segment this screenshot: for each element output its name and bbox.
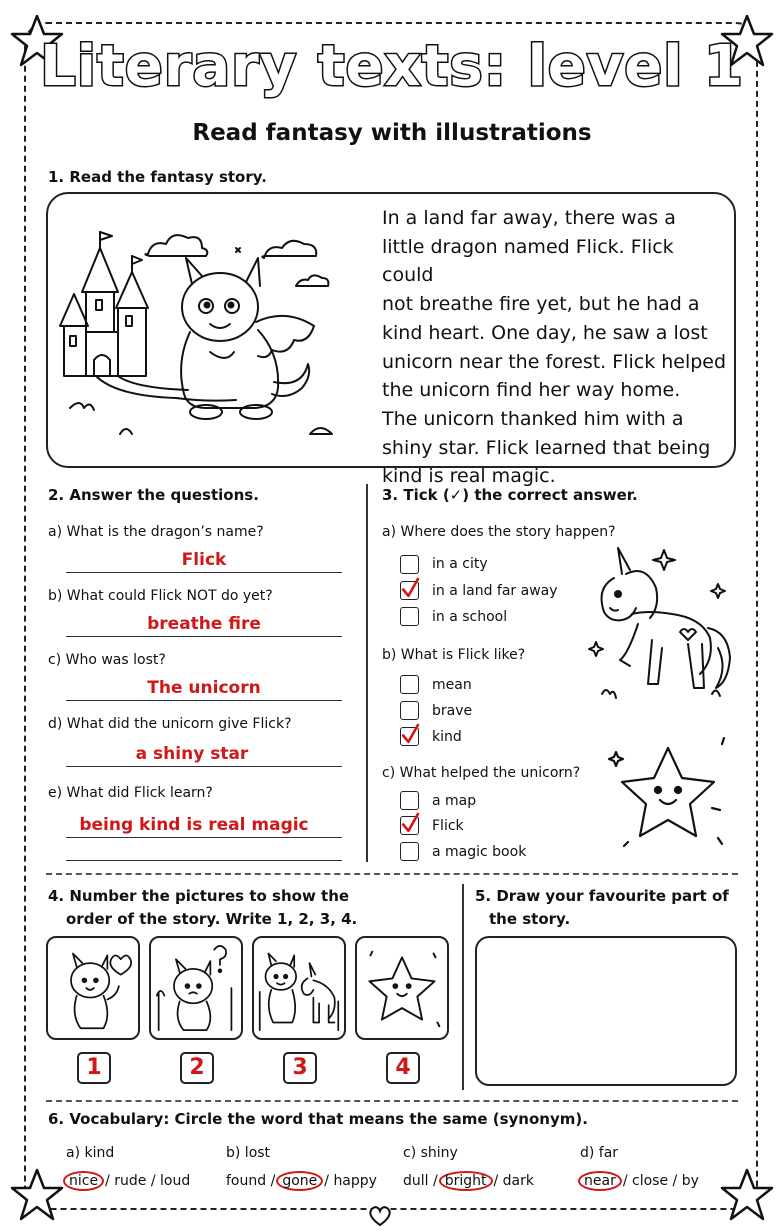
star-icon (10, 1168, 64, 1222)
word-option[interactable]: gone (276, 1171, 323, 1191)
section-divider (46, 873, 738, 875)
smiling-star-illustration (608, 738, 732, 858)
option-label: in a city (432, 556, 488, 572)
option-label: a magic book (432, 844, 527, 860)
checkbox-map[interactable] (400, 791, 419, 810)
story-line: unicorn near the forest. Flick helped (382, 350, 727, 373)
tick-question-a: a) Where does the story happen? (382, 524, 616, 540)
answer-d[interactable]: a shiny star (135, 744, 249, 764)
word-option[interactable]: nice (63, 1171, 104, 1191)
story-picture-2 (149, 936, 243, 1040)
dragon-castle-illustration (60, 212, 350, 448)
word-option[interactable]: by (681, 1173, 699, 1189)
checkbox-city[interactable] (400, 555, 419, 574)
heart-icon (368, 1206, 392, 1226)
column-divider (462, 884, 464, 1090)
tick-question-b: b) What is Flick like? (382, 647, 526, 663)
story-line: the unicorn find her way home. (382, 379, 681, 402)
page-subtitle: Read fantasy with illustrations (192, 120, 592, 146)
answer-c[interactable]: The unicorn (147, 678, 261, 698)
vocab-words-lost: found / gone / happy (226, 1173, 377, 1189)
vocab-label: b) lost (226, 1145, 271, 1161)
story-picture-1 (46, 936, 140, 1040)
dragon-and-unicorn-icon (254, 938, 344, 1038)
dragon-waving-icon (48, 938, 138, 1038)
story-line: kind is real magic. (382, 465, 556, 488)
answer-line (66, 837, 342, 838)
question-a: a) What is the dragon’s name? (48, 524, 264, 540)
section4-heading-line1: 4. Number the pictures to show the (48, 887, 350, 905)
option-label: Flick (432, 818, 464, 834)
section1-heading: 1. Read the fantasy story. (48, 168, 267, 186)
answer-line (66, 860, 342, 861)
option-label: mean (432, 677, 472, 693)
dragon-thinking-icon (151, 938, 241, 1038)
word-option[interactable]: bright (439, 1171, 493, 1191)
order-number-3[interactable]: 3 (283, 1052, 317, 1084)
vocab-words-kind: nice / rude / loud (62, 1171, 190, 1191)
story-line: kind heart. One day, he saw a lost (382, 321, 708, 344)
option-label: kind (432, 729, 462, 745)
checkbox-magic-book[interactable] (400, 842, 419, 861)
section3-heading: 3. Tick (✓) the correct answer. (382, 486, 638, 504)
checkbox-brave[interactable] (400, 701, 419, 720)
word-option[interactable]: loud (160, 1173, 191, 1189)
check-icon (400, 813, 420, 835)
story-line: shiny star. Flick learned that being (382, 436, 711, 459)
story-picture-4 (355, 936, 449, 1040)
checkbox-kind[interactable] (400, 727, 419, 746)
answer-line (66, 636, 342, 637)
vocab-words-far: near / close / by (577, 1171, 699, 1191)
question-c: c) Who was lost? (48, 652, 166, 668)
column-divider (366, 484, 368, 862)
smiling-star-icon (357, 938, 447, 1038)
question-b: b) What could Flick NOT do yet? (48, 588, 273, 604)
story-line: In a land far away, there was a (382, 207, 676, 229)
section5-heading-line2: the story. (489, 910, 571, 928)
story-picture-3 (252, 936, 346, 1040)
unicorn-illustration (592, 544, 736, 714)
drawing-area[interactable] (475, 936, 737, 1086)
page-title: Literary texts: level 1 (40, 34, 744, 99)
answer-a[interactable]: Flick (181, 550, 227, 570)
vocab-words-shiny: dull / bright / dark (403, 1173, 535, 1189)
vocab-label: c) shiny (403, 1145, 458, 1161)
word-option[interactable]: dark (502, 1173, 535, 1189)
option-label: brave (432, 703, 473, 719)
word-option[interactable]: near (578, 1171, 622, 1191)
star-icon (720, 1168, 774, 1222)
section5-heading-line1: 5. Draw your favourite part of (475, 887, 729, 905)
vocab-label: d) far (580, 1145, 619, 1161)
answer-e[interactable]: being kind is real magic (79, 815, 309, 835)
order-number-4[interactable]: 4 (386, 1052, 420, 1084)
answer-b[interactable]: breathe fire (147, 614, 261, 634)
check-icon (400, 578, 420, 600)
option-label: in a land far away (432, 583, 558, 599)
word-option[interactable]: happy (333, 1173, 377, 1189)
story-line: not breathe fire yet, but he had a (382, 293, 700, 316)
question-d: d) What did the unicorn give Flick? (48, 716, 292, 732)
checkbox-school[interactable] (400, 607, 419, 626)
tick-question-c: c) What helped the unicorn? (382, 765, 581, 781)
option-label: in a school (432, 609, 508, 625)
story-line: The unicorn thanked him with a (382, 407, 684, 430)
word-option[interactable]: dull (403, 1173, 429, 1189)
order-number-1[interactable]: 1 (77, 1052, 111, 1084)
checkbox-land-far-away[interactable] (400, 581, 419, 600)
word-option[interactable]: close (632, 1173, 669, 1189)
check-icon (400, 724, 420, 746)
checkbox-flick[interactable] (400, 816, 419, 835)
section4-heading-line2: order of the story. Write 1, 2, 3, 4. (66, 910, 358, 928)
order-number-2[interactable]: 2 (180, 1052, 214, 1084)
word-option[interactable]: rude (114, 1173, 147, 1189)
story-line: little dragon named Flick. Flick could (382, 235, 674, 287)
answer-line (66, 766, 342, 767)
question-e: e) What did Flick learn? (48, 785, 213, 801)
answer-line (66, 700, 342, 701)
word-option[interactable]: found (226, 1173, 267, 1189)
vocab-label: a) kind (66, 1145, 115, 1161)
section-divider (46, 1100, 738, 1102)
option-label: a map (432, 793, 477, 809)
section6-heading: 6. Vocabulary: Circle the word that means the same (synonym). (48, 1110, 588, 1128)
answer-line (66, 572, 342, 573)
story-text (382, 204, 727, 491)
section2-heading: 2. Answer the questions. (48, 486, 259, 504)
checkbox-mean[interactable] (400, 675, 419, 694)
